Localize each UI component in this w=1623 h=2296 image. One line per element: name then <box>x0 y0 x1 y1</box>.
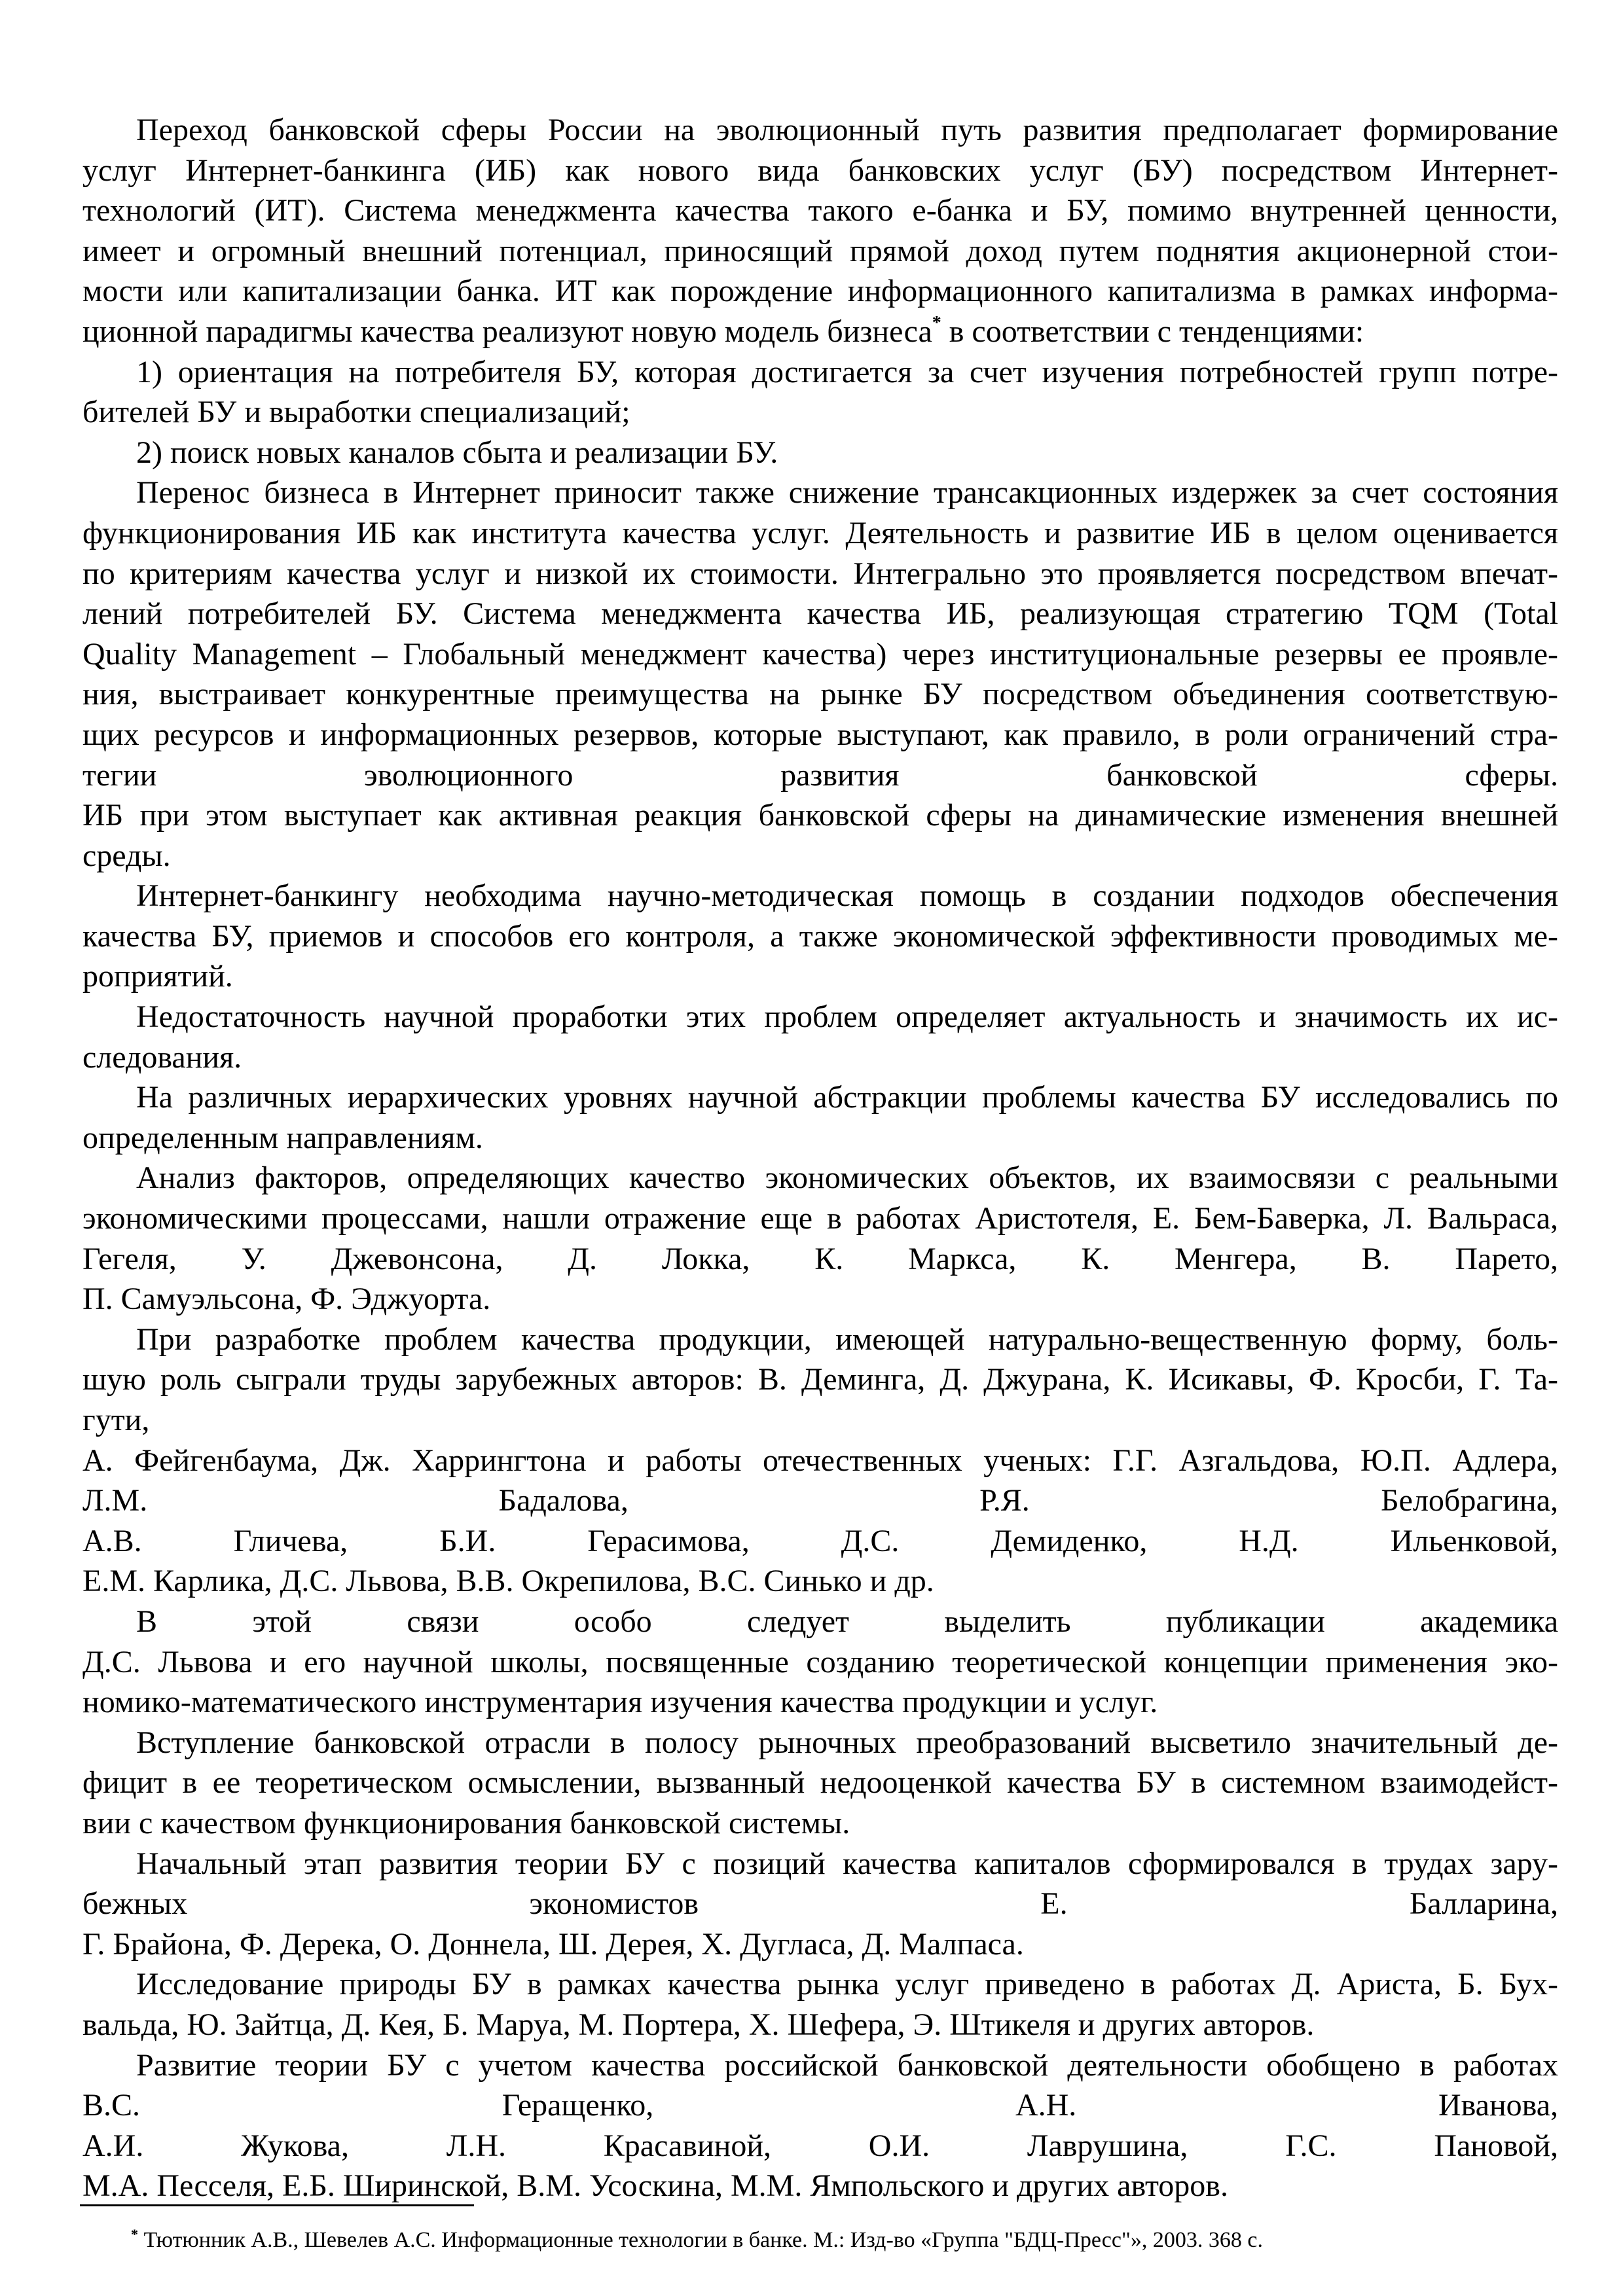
text-line <box>82 392 1558 433</box>
text-line-content: бителей БУ и выработки специализаций; <box>82 395 630 430</box>
text-line <box>82 1359 1558 1400</box>
text-line <box>82 1723 1558 1763</box>
text-line <box>82 2166 1558 2206</box>
text-line <box>82 1844 1558 1884</box>
text-line <box>82 271 1558 312</box>
text-line <box>82 433 1558 473</box>
text-line <box>82 1884 1558 1924</box>
text-line <box>82 1441 1558 1481</box>
text-line <box>82 715 1558 755</box>
text-line <box>82 1763 1558 1803</box>
text-line <box>82 1480 1558 1521</box>
text-line-content: ционной парадигмы качества реализуют новую модель бизнеса <box>82 314 932 349</box>
text-line <box>82 1400 1558 1441</box>
text-line <box>82 1118 1558 1158</box>
text-line <box>82 1924 1558 1965</box>
text-line <box>82 231 1558 272</box>
text-line <box>82 997 1558 1037</box>
text-line <box>82 554 1558 594</box>
text-line <box>82 836 1558 876</box>
text-line-content: мости или капитализации банка. ИТ как порождение информационного капитализма в рамках информа- <box>82 274 1558 309</box>
text-line <box>82 1037 1558 1078</box>
text-line-content: Л.М. Бадалова, Р.Я. Белобрагина, <box>82 1483 1558 1518</box>
text-line-content: Развитие теории БУ с учетом качества российской банковской деятельности обобщено в работах <box>136 2047 1558 2083</box>
text-line-content: А. Фейгенбаума, Дж. Харрингтона и работы отечественных ученых: Г.Г. Азгальдова, Ю.П. Адлера, <box>82 1443 1558 1478</box>
text-line-content: определенным направлениям. <box>82 1120 483 1155</box>
text-line-content: 1) ориентация на потребителя БУ, которая достигается за счет изучения потребностей групп потре- <box>136 354 1558 389</box>
text-line-content: номико-математического инструментария изучения качества продукции и услуг. <box>82 1685 1158 1720</box>
text-line-content: ния, выстраивает конкурентные преимущества на рынке БУ посредством объединения соответствую- <box>82 677 1558 712</box>
text-line-content: Переход банковской сферы России на эволюционный путь развития предполагает формирование <box>136 113 1558 147</box>
text-line <box>82 1964 1558 2005</box>
text-line <box>82 352 1558 393</box>
text-line <box>82 795 1558 836</box>
text-line-content: Quality Management – Глобальный менеджмент качества) через институциональные резервы ее проявле- <box>82 636 1558 672</box>
text-line-content: В этой связи особо следует выделить публикации академика <box>136 1604 1558 1639</box>
text-line-content: шую роль сыграли труды зарубежных авторов: В. Деминга, Д. Джурана, К. Исикавы, Ф. Кросби, Г. Та- <box>82 1362 1558 1397</box>
text-line-content: фицит в ее теоретическом осмыслении, вызванный недооценкой качества БУ в системном взаимодейст- <box>82 1765 1558 1801</box>
text-line-content: Вступление банковской отрасли в полосу рыночных преобразований высветило значительный де- <box>136 1725 1558 1760</box>
footnote-divider <box>80 2204 474 2206</box>
text-line-content: 2) поиск новых каналов сбыта и реализации БУ. <box>136 435 778 470</box>
text-line <box>82 1803 1558 1844</box>
text-line-content: П. Самуэльсона, Ф. Эджуорта. <box>82 1282 491 1317</box>
text-line-content: Анализ факторов, определяющих качество экономических объектов, их взаимосвязи с реальными <box>136 1160 1558 1196</box>
body-text <box>82 110 1558 2206</box>
text-line <box>82 634 1558 675</box>
footnote-reference: * <box>932 312 941 333</box>
text-line <box>82 513 1558 554</box>
text-line <box>82 876 1558 916</box>
text-line <box>82 2005 1558 2045</box>
text-line-content: имеет и огромный внешний потенциал, приносящий прямой доход путем поднятия акционерной стои- <box>82 233 1558 268</box>
text-line <box>82 1642 1558 1683</box>
text-line <box>82 1158 1558 1198</box>
text-line <box>82 1198 1558 1239</box>
text-line-content: экономическими процессами, нашли отражение еще в работах Аристотеля, Е. Бем-Баверка, Л. Вальраса, <box>82 1201 1558 1236</box>
text-line-content: На различных иерархических уровнях научной абстракции проблемы качества БУ исследовались по <box>136 1080 1558 1115</box>
text-line <box>82 1279 1558 1319</box>
text-line-content: по критериям качества услуг и низкой их стоимости. Интегрально это проявляется посредством впечат- <box>82 556 1558 591</box>
text-line <box>82 151 1558 191</box>
text-line-tail: в соответствии с тенденциями: <box>941 314 1364 349</box>
text-line-content: услуг Интернет-банкинга (ИБ) как нового вида банковских услуг (БУ) посредством Интернет- <box>82 152 1558 188</box>
text-line-content: ИБ при этом выступает как активная реакция банковской сферы на динамические изменения внешней <box>82 798 1558 833</box>
text-line-content: Недостаточность научной проработки этих проблем определяет актуальность и значимость их ис- <box>136 999 1558 1035</box>
text-line <box>82 956 1558 997</box>
text-line-content: Интернет-банкингу необходима научно-методическая помощь в создании подходов обеспечения <box>136 878 1558 914</box>
text-line <box>82 1561 1558 1602</box>
text-line-content: При разработке проблем качества продукции, имеющей натурально-вещественную форму, боль- <box>136 1321 1558 1357</box>
text-line-content: следования. <box>82 1039 242 1075</box>
text-line <box>82 2085 1558 2126</box>
footnote <box>131 2227 1263 2253</box>
text-line-content: Исследование природы БУ в рамках качества рынка услуг приведено в работах Д. Ариста, Б. Бух- <box>136 1967 1558 2002</box>
text-line-content: технологий (ИТ). Система менеджмента качества такого е-банка и БУ, помимо внутренней ценности, <box>82 193 1558 228</box>
text-line-content: бежных экономистов Е. Балларина, <box>82 1886 1558 1922</box>
footnote-marker: * <box>131 2226 138 2242</box>
footnote-text: Тютюнник А.В., Шевелев А.С. Информационные технологии в банке. М.: Изд-во «Группа "БДЦ-Пресс"», 2003. 368 с. <box>138 2228 1263 2252</box>
text-line-content: Д.С. Львова и его научной школы, посвященные созданию теоретической концепции применения эко- <box>82 1644 1558 1679</box>
text-line <box>82 1077 1558 1118</box>
text-line-content: Г. Брайона, Ф. Дерека, О. Доннела, Ш. Дерея, Х. Дугласа, Д. Малпаса. <box>82 1926 1024 1962</box>
text-line <box>82 110 1558 151</box>
text-line-content: вальда, Ю. Зайтца, Д. Кея, Б. Маруа, М. Портера, Х. Шефера, Э. Штикеля и других авторов. <box>82 2007 1315 2042</box>
text-line-content: гути, <box>82 1403 150 1437</box>
text-line-content: Начальный этап развития теории БУ с позиций качества капиталов сформировался в трудах зару- <box>136 1846 1558 1881</box>
text-line-content: вии с качеством функционирования банковской системы. <box>82 1805 850 1840</box>
text-line <box>82 190 1558 231</box>
text-line <box>82 312 1558 352</box>
text-line-content: роприятий. <box>82 959 233 994</box>
text-line <box>82 674 1558 715</box>
text-line <box>82 473 1558 513</box>
text-line-content: тегии эволюционного развития банковской сферы. <box>82 757 1558 793</box>
text-line-content: Гегеля, У. Джевонсона, Д. Локка, К. Маркса, К. Менгера, В. Парето, <box>82 1241 1558 1276</box>
text-line-content: качества БУ, приемов и способов его контроля, а также экономической эффективности проводимых ме- <box>82 918 1558 954</box>
text-line-content: А.И. Жукова, Л.Н. Красавиной, О.И. Лаврушина, Г.С. Пановой, <box>82 2128 1558 2163</box>
text-line-content: В.С. Геращенко, А.Н. Иванова, <box>82 2088 1558 2123</box>
text-line <box>82 2126 1558 2166</box>
text-line <box>82 1521 1558 1562</box>
text-line <box>82 1682 1558 1723</box>
text-line <box>82 916 1558 957</box>
text-line-content: среды. <box>82 838 171 873</box>
text-line-content: Перенос бизнеса в Интернет приносит также снижение трансакционных издержек за счет состояния <box>136 475 1558 511</box>
text-line-content: функционирования ИБ как института качества услуг. Деятельность и развитие ИБ в целом оценивается <box>82 515 1558 550</box>
text-line <box>82 1239 1558 1280</box>
text-line <box>82 755 1558 796</box>
text-line <box>82 594 1558 634</box>
text-line-content: М.А. Песселя, Е.Б. Ширинской, В.М. Усоскина, М.М. Ямпольского и других авторов. <box>82 2168 1228 2204</box>
text-line <box>82 1319 1558 1360</box>
text-line-content: А.В. Гличева, Б.И. Герасимова, Д.С. Демиденко, Н.Д. Ильенковой, <box>82 1523 1558 1558</box>
text-line <box>82 2045 1558 2086</box>
text-line-content: щих ресурсов и информационных резервов, которые выступают, как правило, в роли ограничений стра- <box>82 717 1558 752</box>
text-line-content: лений потребителей БУ. Система менеджмента качества ИБ, реализующая стратегию TQM (Total <box>82 596 1558 632</box>
text-line <box>82 1602 1558 1642</box>
text-line-content: Е.М. Карлика, Д.С. Львова, В.В. Окрепилова, В.С. Синько и др. <box>82 1564 934 1599</box>
